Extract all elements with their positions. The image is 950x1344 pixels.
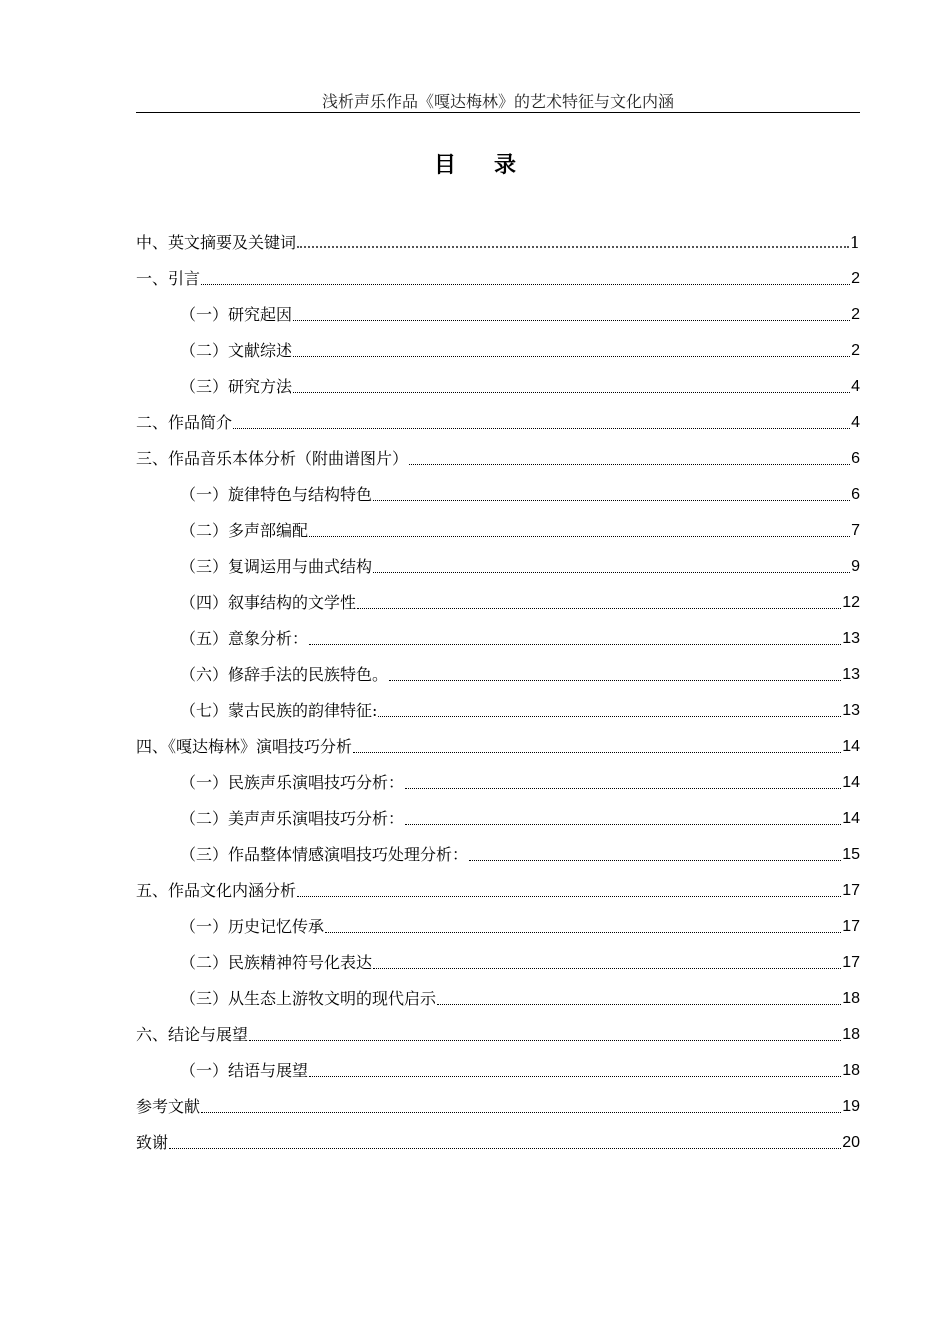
toc-entry-label: 六、结论与展望 <box>136 1025 249 1044</box>
toc-entry-page: 2 <box>851 270 860 287</box>
toc-entry[interactable] <box>136 433 860 469</box>
toc-entry[interactable] <box>136 361 860 397</box>
toc-entry[interactable] <box>136 937 860 973</box>
toc-entry-page: 14 <box>842 774 860 791</box>
toc-entry-page: 12 <box>842 594 860 611</box>
dot-leader <box>389 680 841 681</box>
toc-entry-page: 17 <box>842 954 860 971</box>
dot-leader <box>169 1148 841 1149</box>
toc-entry[interactable] <box>136 1117 860 1153</box>
toc-entry-label: （二）多声部编配 <box>180 521 309 540</box>
toc-entry[interactable] <box>136 973 860 1009</box>
toc-entry-page: 18 <box>842 1026 860 1043</box>
toc-entry-page: 17 <box>842 882 860 899</box>
toc-title: 目录 <box>433 152 554 178</box>
toc-entry[interactable] <box>136 685 860 721</box>
dot-leader <box>469 860 841 861</box>
toc-entry-label: 四、《嘎达梅林》演唱技巧分析 <box>136 737 353 756</box>
toc-entry-page: 4 <box>851 414 860 431</box>
toc-entry-label: （五）意象分析： <box>180 629 309 648</box>
toc-entry-label: （一）旋律特色与结构特色 <box>180 485 373 504</box>
toc-entry[interactable] <box>136 865 860 901</box>
dot-leader <box>373 968 841 969</box>
toc-entry-label: （三）研究方法 <box>180 377 293 396</box>
dot-leader <box>293 320 850 321</box>
dot-leader <box>373 572 850 573</box>
toc-entry[interactable] <box>136 222 860 253</box>
toc-entry-label: 中、英文摘要及关键词 <box>136 233 297 252</box>
toc-entry[interactable] <box>136 1081 860 1117</box>
table-of-contents <box>136 222 860 1153</box>
toc-entry-label: （二）民族精神符号化表达 <box>180 953 373 972</box>
toc-entry-page: 6 <box>851 450 860 467</box>
toc-entry-page: 14 <box>842 738 860 755</box>
header-rule <box>136 112 860 113</box>
dot-leader <box>378 716 841 717</box>
toc-entry[interactable] <box>136 325 860 361</box>
dot-leader <box>293 356 850 357</box>
toc-entry[interactable] <box>136 577 860 613</box>
dot-leader <box>201 284 850 285</box>
toc-entry-label: （一）结语与展望 <box>180 1061 309 1080</box>
toc-entry-page: 14 <box>842 810 860 827</box>
dot-leader <box>201 1112 841 1113</box>
toc-entry-page: 18 <box>842 990 860 1007</box>
dot-leader <box>309 1076 841 1077</box>
toc-entry-page: 13 <box>842 702 860 719</box>
toc-entry-page: 6 <box>851 486 860 503</box>
toc-entry-page: 1 <box>849 233 860 252</box>
dot-leader <box>405 788 841 789</box>
toc-entry-label: （二）文献综述 <box>180 341 293 360</box>
dot-leader <box>357 608 841 609</box>
toc-entry-page: 13 <box>842 666 860 683</box>
toc-entry[interactable] <box>136 505 860 541</box>
running-header: 浅析声乐作品《嘎达梅林》的艺术特征与文化内涵 <box>321 92 674 111</box>
toc-entry-label: 二、作品简介 <box>136 413 233 432</box>
toc-entry-page: 15 <box>842 846 860 863</box>
toc-entry-page: 19 <box>842 1098 860 1115</box>
toc-entry-page: 17 <box>842 918 860 935</box>
toc-entry-page: 4 <box>851 378 860 395</box>
toc-entry[interactable] <box>136 757 860 793</box>
toc-entry[interactable] <box>136 613 860 649</box>
toc-entry[interactable] <box>136 541 860 577</box>
dot-leader <box>249 1040 841 1041</box>
toc-entry-label: 参考文献 <box>136 1097 201 1116</box>
toc-entry-label: （一）研究起因 <box>180 305 293 324</box>
toc-entry[interactable] <box>136 1009 860 1045</box>
toc-entry-label: （一）民族声乐演唱技巧分析： <box>180 773 405 792</box>
toc-entry[interactable] <box>136 829 860 865</box>
toc-entry-label: 致谢 <box>136 1133 169 1152</box>
toc-entry[interactable] <box>136 721 860 757</box>
dot-leader <box>309 644 841 645</box>
dot-leader <box>405 824 841 825</box>
dot-leader <box>409 464 850 465</box>
dot-leader <box>437 1004 841 1005</box>
dot-leader <box>293 392 850 393</box>
dot-leader <box>325 932 841 933</box>
toc-entry-page: 9 <box>851 558 860 575</box>
toc-entry-label: （三）作品整体情感演唱技巧处理分析： <box>180 845 469 864</box>
toc-entry[interactable] <box>136 289 860 325</box>
toc-entry-page: 7 <box>851 522 860 539</box>
toc-entry[interactable] <box>136 1045 860 1081</box>
toc-entry-label: （三）复调运用与曲式结构 <box>180 557 373 576</box>
toc-entry[interactable] <box>136 469 860 505</box>
toc-entry-page: 13 <box>842 630 860 647</box>
dot-leader <box>297 246 849 248</box>
toc-entry-label: （六）修辞手法的民族特色。 <box>180 665 389 684</box>
toc-entry[interactable] <box>136 649 860 685</box>
dot-leader <box>373 500 850 501</box>
toc-entry[interactable] <box>136 397 860 433</box>
toc-entry-label: （四）叙事结构的文学性 <box>180 593 357 612</box>
dot-leader <box>353 752 841 753</box>
toc-entry-page: 20 <box>842 1134 860 1151</box>
toc-entry-label: 一、引言 <box>136 269 201 288</box>
toc-entry-page: 2 <box>851 342 860 359</box>
toc-entry-page: 2 <box>851 306 860 323</box>
toc-entry-label: （七）蒙古民族的韵律特征: <box>180 701 378 720</box>
toc-entry-label: （一）历史记忆传承 <box>180 917 325 936</box>
toc-entry[interactable] <box>136 253 860 289</box>
toc-entry[interactable] <box>136 793 860 829</box>
dot-leader <box>297 896 841 897</box>
toc-entry-label: 五、作品文化内涵分析 <box>136 881 297 900</box>
toc-entry-label: （三）从生态上游牧文明的现代启示 <box>180 989 437 1008</box>
toc-entry-page: 18 <box>842 1062 860 1079</box>
toc-entry-label: 三、作品音乐本体分析（附曲谱图片） <box>136 449 409 468</box>
dot-leader <box>309 536 850 537</box>
toc-entry[interactable] <box>136 901 860 937</box>
dot-leader <box>233 428 850 429</box>
toc-entry-label: （二）美声声乐演唱技巧分析： <box>180 809 405 828</box>
